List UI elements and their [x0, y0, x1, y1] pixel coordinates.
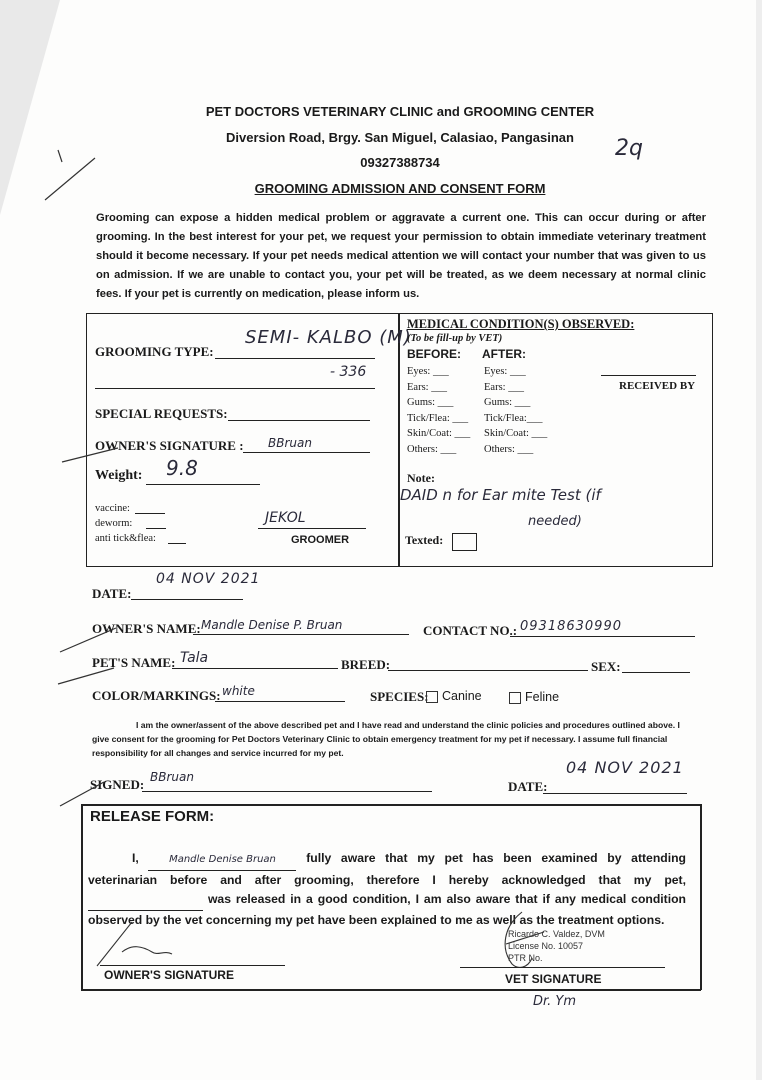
owner-name-label: OWNER'S NAME:: [92, 621, 201, 636]
grooming-type-label: GROOMING TYPE:: [95, 344, 214, 359]
release-owner-signature-scribble: [92, 916, 182, 972]
intro-paragraph: Grooming can expose a hidden medical problem or aggravate a current one. This can occur during or after grooming. In the best interest for your pet, we request your permission to obtain immediate veterinary treatment should it become necessary. If your pet needs medical attention we will contact your number that was given to us on admission. If we are unable to contact you, your pet will be treated, as we deem necessary at normal clinic fees. If your pet is currently on medication, please inform us.: [96, 212, 706, 300]
after-ears: Ears: ___: [484, 381, 524, 393]
pet-name-label: PET'S NAME:: [92, 655, 176, 670]
before-eyes: Eyes: ___: [407, 366, 449, 377]
note-value-line2: needed): [528, 514, 582, 529]
canine-label: Canine: [442, 689, 482, 703]
after-others: Others: ___: [484, 443, 534, 455]
species-canine-option[interactable]: [426, 689, 482, 703]
medical-subtitle: (To be fill-up by VET): [407, 333, 503, 344]
release-left-border: [81, 804, 83, 990]
deworm-label: deworm:: [95, 518, 133, 529]
release-owner-signature-line[interactable]: [100, 965, 285, 966]
owner-signature-line[interactable]: [243, 452, 370, 453]
date-value: 04 NOV 2021: [156, 571, 261, 587]
species-label: SPECIES:: [370, 689, 429, 704]
breed-line[interactable]: [388, 670, 588, 671]
corner-pen-mark: [40, 140, 100, 210]
release-owner-signature-label: OWNER'S SIGNATURE: [104, 968, 234, 982]
color-line[interactable]: [215, 701, 345, 702]
sex-line[interactable]: [622, 672, 690, 673]
grooming-type-value-2: - 336: [330, 364, 367, 380]
contact-line[interactable]: [510, 636, 695, 637]
groomer-label: GROOMER: [291, 534, 350, 546]
medical-title: MEDICAL CONDITION(S) OBSERVED:: [407, 317, 635, 331]
release-text-1: fully aware that my pet has been examined by attending veterinarian before and after grooming, therefore I hereby acknowledged that my pet,: [88, 851, 687, 887]
canine-checkbox[interactable]: [426, 691, 438, 703]
texted-checkbox[interactable]: [452, 533, 477, 551]
color-value: white: [222, 684, 255, 698]
vaccine-line[interactable]: [135, 513, 165, 514]
after-label: AFTER:: [482, 347, 526, 361]
release-pre: I,: [132, 851, 139, 865]
grooming-type-line[interactable]: [215, 358, 375, 359]
after-gums: Gums: ___: [484, 397, 531, 409]
special-requests-label: SPECIAL REQUESTS:: [95, 406, 228, 421]
received-by-line[interactable]: [601, 375, 696, 376]
after-list: [484, 364, 547, 458]
vet-stamp-ptr: PTR No.: [508, 953, 543, 963]
color-label: COLOR/MARKINGS:: [92, 688, 221, 703]
grooming-type-value: SEMI- KALBO (M): [245, 327, 412, 348]
release-pet-name-blank[interactable]: [88, 890, 203, 911]
release-bottom-border: [81, 989, 701, 991]
signed-pen-stroke: [58, 776, 108, 812]
grooming-type-line-2[interactable]: [95, 388, 375, 389]
owner-name-line[interactable]: [193, 634, 409, 635]
feline-checkbox[interactable]: [509, 692, 521, 704]
owner-signature-label: OWNER'S SIGNATURE :: [95, 438, 244, 453]
consent-date-label: DATE:: [508, 779, 548, 794]
clinic-address: Diversion Road, Brgy. San Miguel, Calasiao, Pangasinan: [226, 130, 574, 145]
breed-label: BREED:: [341, 657, 391, 672]
sex-label: SEX:: [591, 659, 621, 674]
footer-scribble: Dr. Ym: [533, 994, 577, 1009]
release-text-2: was released in a good condition, I am also aware that if any medical condition observed by the vet concerning my pet have been explained to me as well as the treatment options.: [88, 892, 686, 927]
release-owner-name[interactable]: Mandle Denise Bruan: [148, 850, 296, 871]
pet-name-value: Tala: [180, 650, 209, 666]
consent-date-line[interactable]: [543, 793, 687, 794]
owner-pen-stroke: [58, 622, 118, 658]
box-divider: [398, 314, 400, 566]
date-label: DATE:: [92, 586, 132, 601]
before-ears: Ears: ___: [407, 381, 447, 393]
note-label: Note:: [407, 471, 435, 485]
consent-paragraph: I am the owner/assent of the above described pet and I have read and understand the clinic policies and procedures outlined above. I give consent for the grooming for Pet Doctors Veterinary Clinic to obtain emergency treatment for my pet if necessary. I assume full financial responsibility for all changes and service incurred for my pet.: [92, 720, 680, 758]
feline-label: Feline: [525, 690, 560, 704]
release-right-border: [700, 804, 702, 990]
signed-line[interactable]: [142, 791, 432, 792]
signed-value: BBruan: [150, 770, 194, 784]
before-others: Others: ___: [407, 443, 457, 455]
antitick-label: anti tick&flea:: [95, 533, 156, 544]
after-eyes: Eyes: ___: [484, 366, 526, 377]
deworm-line[interactable]: [146, 528, 166, 529]
before-list: [407, 364, 470, 458]
special-requests-line[interactable]: [228, 420, 370, 421]
signature-pen-stroke: [60, 440, 120, 470]
owner-signature-value: BBruan: [268, 436, 312, 450]
pet-pen-stroke: [56, 658, 116, 688]
vet-stamp-name: Ricardo C. Valdez, DVM: [508, 929, 605, 939]
groomer-value: JEKOL: [265, 510, 306, 526]
owner-name-value: Mandle Denise P. Bruan: [201, 618, 343, 632]
signed-label: SIGNED:: [90, 777, 145, 792]
before-skincoat: Skin/Coat: ___: [407, 428, 471, 440]
vet-stamp-license: License No. 10057: [508, 941, 584, 951]
weight-label: Weight:: [95, 468, 143, 483]
after-tickflea: Tick/Flea:___: [484, 412, 543, 424]
received-by-label: RECEIVED BY: [619, 380, 696, 392]
form-title: GROOMING ADMISSION AND CONSENT FORM: [254, 181, 546, 196]
clinic-name: PET DOCTORS VETERINARY CLINIC and GROOMING CENTER: [205, 104, 595, 119]
contact-label: CONTACT NO.:: [423, 623, 518, 638]
corner-note: 2q: [615, 136, 643, 161]
texted-label: Texted:: [405, 533, 444, 547]
release-top-border: [81, 804, 701, 806]
clinic-phone: 09327388734: [360, 155, 440, 170]
before-label: BEFORE:: [407, 347, 461, 361]
before-tickflea: Tick/Flea: ___: [407, 412, 469, 424]
weight-line[interactable]: [146, 484, 260, 485]
consent-date-value: 04 NOV 2021: [566, 758, 684, 777]
note-value-line1: DAID n for Ear mite Test (if: [400, 486, 601, 504]
before-gums: Gums: ___: [407, 397, 454, 409]
weight-value: 9.8: [166, 456, 198, 480]
antitick-line[interactable]: [168, 543, 186, 544]
contact-value: 09318630990: [520, 619, 622, 634]
groomer-line[interactable]: [258, 528, 366, 529]
pet-name-line[interactable]: [172, 668, 338, 669]
after-skincoat: Skin/Coat: ___: [484, 428, 548, 440]
vet-signature-line[interactable]: [460, 967, 665, 968]
species-feline-option[interactable]: [509, 690, 559, 704]
date-line[interactable]: [131, 599, 243, 600]
vaccine-label: vaccine:: [95, 503, 130, 514]
release-title: RELEASE FORM:: [90, 808, 215, 825]
vet-signature-label: VET SIGNATURE: [505, 972, 602, 986]
